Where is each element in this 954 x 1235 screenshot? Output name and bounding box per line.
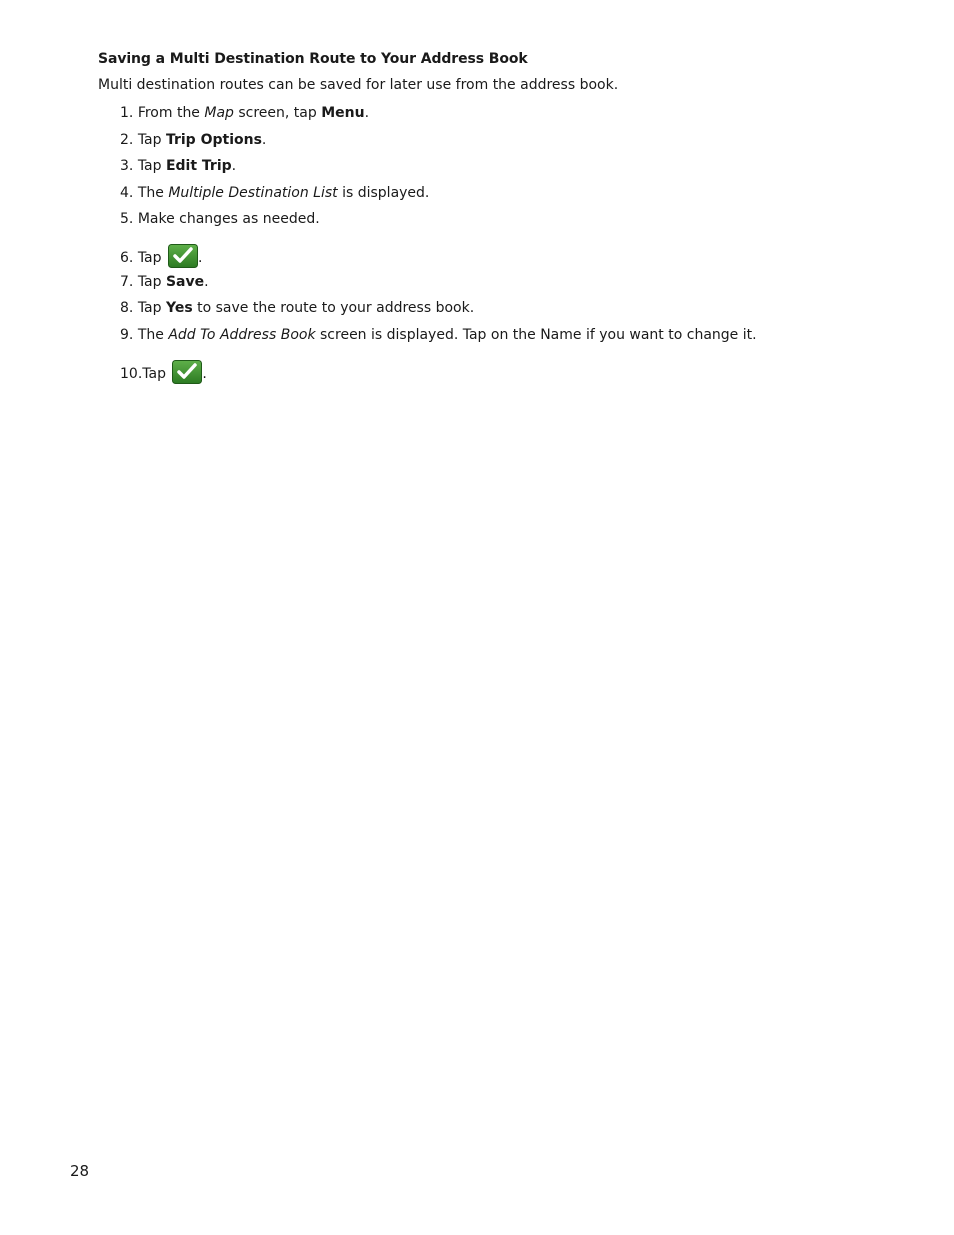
step-text: Tap <box>137 250 166 266</box>
checkmark-icon <box>172 360 202 384</box>
step-number: 2. <box>120 132 138 148</box>
menu-label: Menu <box>321 105 365 121</box>
step-text: From the <box>137 105 205 121</box>
step-number: 8. <box>120 300 138 316</box>
step-text: . <box>364 105 370 121</box>
step-number: 7. <box>120 274 138 290</box>
step-text: . <box>204 274 209 290</box>
step-number: 1. <box>120 105 138 121</box>
screen-name: Add To Address Book <box>168 327 316 343</box>
step-text: Tap <box>137 132 166 148</box>
screen-name: Map <box>204 105 234 121</box>
step-2 <box>120 131 266 149</box>
step-text: . <box>197 250 203 266</box>
step-text: Make changes as needed. <box>137 211 320 227</box>
step-1 <box>120 104 369 122</box>
section-heading: Saving a Multi Destination Route to Your Address Book <box>98 51 528 67</box>
yes-label: Yes <box>165 300 193 316</box>
step-number: 9. <box>120 327 138 343</box>
page-number: 28 <box>70 1162 90 1180</box>
checkmark-icon <box>168 244 198 268</box>
step-number: 5. <box>120 211 138 227</box>
step-9 <box>120 326 757 344</box>
step-text: Tap <box>137 274 166 290</box>
step-8 <box>120 299 474 317</box>
step-5 <box>120 210 320 228</box>
step-text: Tap <box>137 158 166 174</box>
step-text: The <box>137 327 169 343</box>
step-4 <box>120 184 429 202</box>
step-3 <box>120 157 236 175</box>
step-text: . <box>202 366 207 382</box>
step-text: The <box>137 185 169 201</box>
edit-trip-label: Edit Trip <box>165 158 232 174</box>
step-number: 3. <box>120 158 138 174</box>
step-7 <box>120 273 209 291</box>
step-text: Tap <box>142 366 171 382</box>
step-6 <box>120 244 202 268</box>
step-number: 10. <box>120 366 143 382</box>
step-number: 4. <box>120 185 138 201</box>
step-text: screen is displayed. Tap on the Name if you want to change it. <box>315 327 757 343</box>
step-text: is displayed. <box>337 185 430 201</box>
step-text: to save the route to your address book. <box>192 300 475 316</box>
intro-paragraph: Multi destination routes can be saved for later use from the address book. <box>98 77 619 93</box>
step-text: . <box>261 132 267 148</box>
screen-name: Multiple Destination List <box>168 185 338 201</box>
save-label: Save <box>165 274 205 290</box>
step-number: 6. <box>120 250 138 266</box>
step-10 <box>120 360 207 384</box>
step-text: . <box>231 158 237 174</box>
step-text: Tap <box>137 300 166 316</box>
trip-options-label: Trip Options <box>165 132 262 148</box>
step-text: screen, tap <box>233 105 322 121</box>
